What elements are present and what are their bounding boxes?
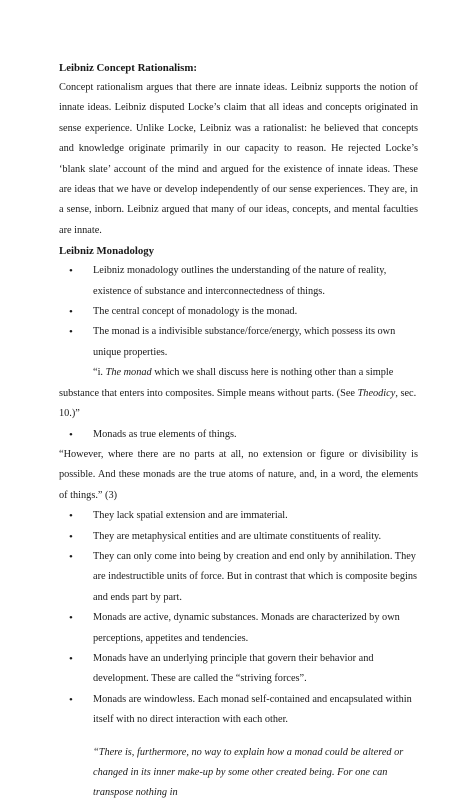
bullet-list-monad-properties bbox=[59, 506, 418, 730]
list-item: • Monads as true elements of things. bbox=[93, 425, 418, 445]
quote-monad-definition: “i. The monad which we shall discuss here is nothing other than a simple substance that enters into composites. Simple means without parts. (See Theodicy, sec. 10.)” bbox=[59, 367, 417, 420]
list-item: • Leibniz monadology outlines the understanding of the nature of reality, existence of substance and interconnectedness of things. bbox=[93, 261, 418, 302]
bullet-icon: • bbox=[69, 265, 73, 278]
quote-true-atoms: “However, where there are no parts at all, no extension or figure or divisibility is possible. And these monads are the true atoms of nature, and, in a word, the elements of things.” (3) bbox=[59, 448, 418, 501]
bullet-icon: • bbox=[69, 428, 73, 441]
list-item: • They lack spatial extension and are immaterial. bbox=[93, 506, 418, 526]
bullet-icon: • bbox=[69, 510, 73, 523]
list-item: • Monads are windowless. Each monad self-contained and encapsulated within itself with no direct interaction with each other. bbox=[93, 690, 418, 731]
list-item: • They are metaphysical entities and are ultimate constituents of reality. bbox=[93, 527, 418, 547]
bullet-list-monadology-intro bbox=[59, 261, 418, 363]
bullet-icon: • bbox=[69, 693, 73, 706]
list-item: • The monad is a indivisible substance/force/energy, which possess its own unique properties. bbox=[93, 322, 418, 363]
quote-windowless-monad: “There is, furthermore, no way to explain how a monad could be altered or changed in its inner make-up by some other created being. For one can transpose nothing in bbox=[93, 746, 404, 799]
list-item: • They can only come into being by creation and end only by annihilation. They are indestructible units of force. But in contrast that which is composite begins and ends part by part. bbox=[93, 547, 418, 608]
list-item: • Monads are active, dynamic substances. Monads are characterized by own perceptions, appetites and tendencies. bbox=[93, 608, 418, 649]
bullet-list-true-elements bbox=[59, 425, 418, 445]
list-item: • Monads have an underlying principle that govern their behavior and development. These are called the “striving forces”. bbox=[93, 649, 418, 690]
bullet-icon: • bbox=[69, 326, 73, 339]
heading-monadology: Leibniz Monadology bbox=[59, 245, 155, 258]
bullet-icon: • bbox=[69, 530, 73, 543]
bullet-icon: • bbox=[69, 652, 73, 665]
bullet-icon: • bbox=[69, 550, 73, 563]
bullet-icon: • bbox=[69, 306, 73, 319]
heading-concept-rationalism: Leibniz Concept Rationalism: bbox=[59, 62, 197, 74]
paragraph-concept-rationalism: Concept rationalism argues that there are innate ideas. Leibniz supports the notion of innate ideas. Leibniz disputed Locke’s claim that all ideas and concepts originated in sense experience. Unlike Locke, Leibniz was a rationalist: he believed that concepts and knowledge originate primarily in our capacity to reason. He rejected Locke’s ‘blank slate’ account of the mind and argued for the existence of innate ideas. These are ideas that we have or develop independently of our sense experiences. They are, in a sense, inborn. Leibniz argued that many of our ideas, concepts, and mental faculties are innate. bbox=[59, 82, 418, 236]
bullet-icon: • bbox=[69, 612, 73, 625]
list-item: • The central concept of monadology is the monad. bbox=[93, 302, 418, 322]
